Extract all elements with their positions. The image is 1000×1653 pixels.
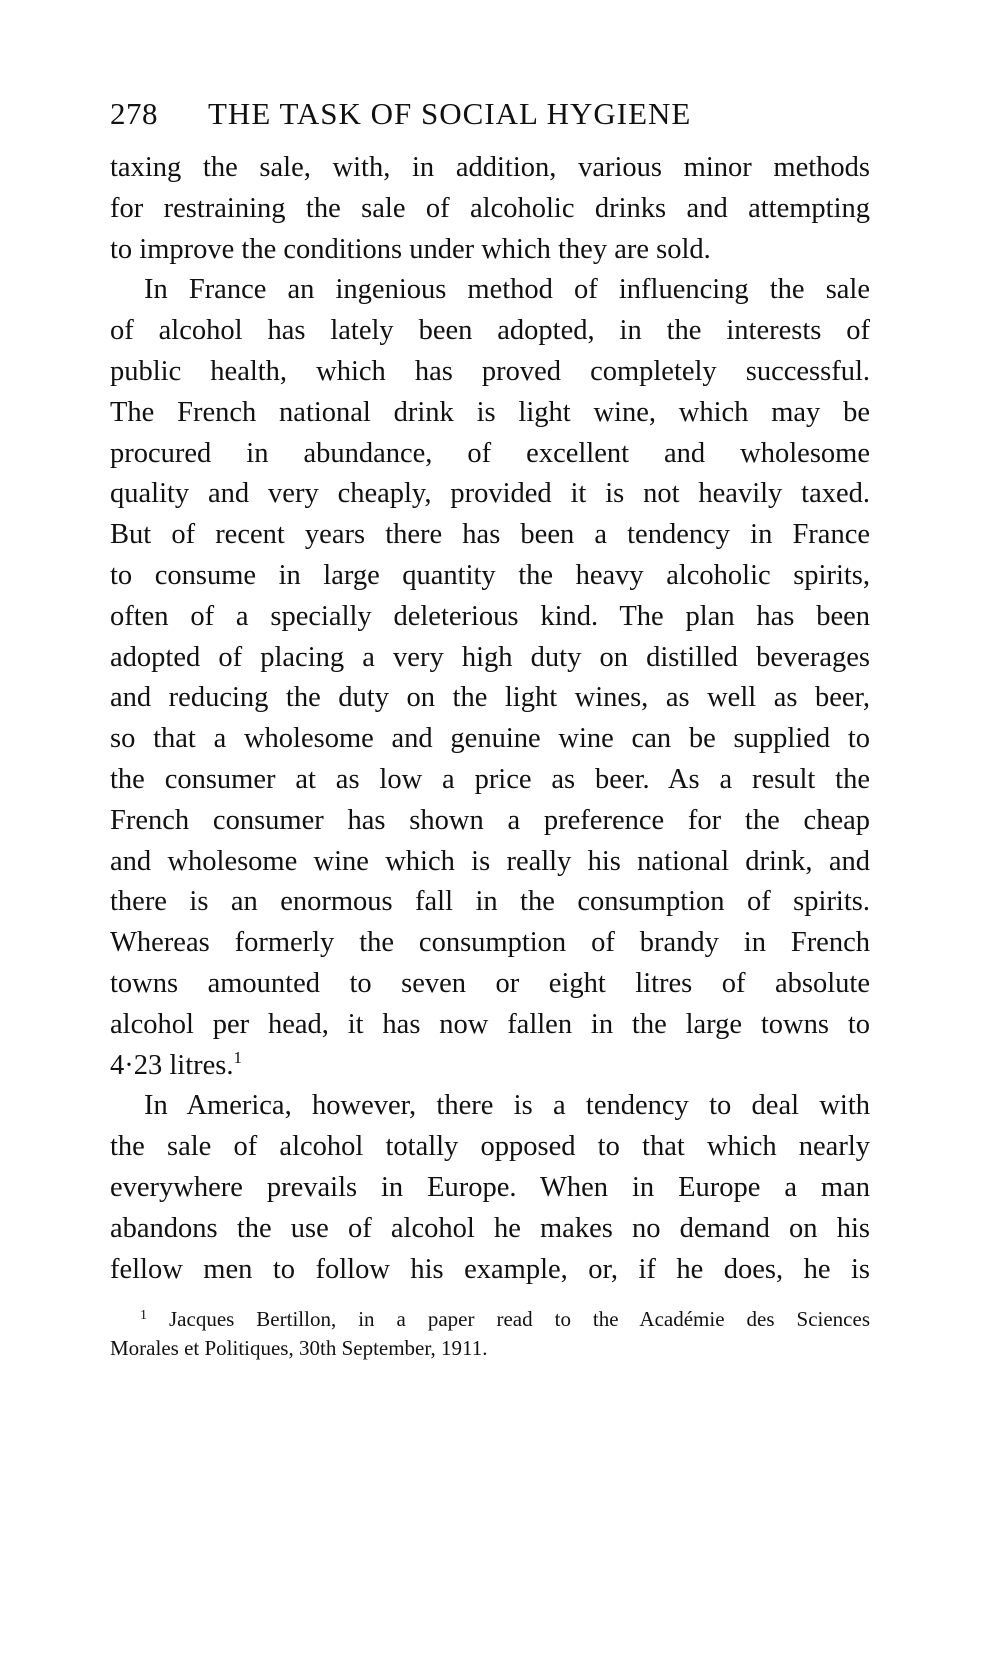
text-line: procured in abundance, of excellent and wholesome [110, 437, 870, 469]
paragraph-2 [110, 270, 870, 1086]
text-line: adopted of placing a very high duty on distilled beverages [110, 641, 870, 673]
body-text [110, 148, 870, 1290]
page-number: 278 [110, 96, 158, 131]
footnote-reference[interactable]: 1 [233, 1047, 242, 1067]
running-head-title: THE TASK OF SOCIAL HYGIENE [208, 96, 692, 131]
footnote-line: Morales et Politiques, 30th September, 1911. [110, 1336, 488, 1361]
text-line: fellow men to follow his example, or, if he does, he is [110, 1253, 870, 1285]
footnote-line [110, 1305, 870, 1334]
text-line: quality and very cheaply, provided it is not heavily taxed. [110, 478, 870, 510]
text-line: Whereas formerly the consumption of brandy in French [110, 927, 870, 959]
paragraph-3 [110, 1086, 870, 1290]
book-page [110, 92, 870, 1363]
text-line: for restraining the sale of alcoholic drinks and attempting [110, 192, 870, 224]
text-line: the consumer at as low a price as beer. As a result the [110, 763, 870, 795]
text-line: alcohol per head, it has now fallen in the large towns to [110, 1008, 870, 1040]
text-line: towns amounted to seven or eight litres of absolute [110, 967, 870, 999]
text-line: of alcohol has lately been adopted, in the interests of [110, 315, 870, 347]
paragraph-1 [110, 148, 870, 270]
text-line: abandons the use of alcohol he makes no demand on his [110, 1212, 870, 1244]
text-line: In America, however, there is a tendency to deal with [144, 1090, 870, 1122]
text-line: public health, which has proved completely successful. [110, 355, 870, 387]
footnote [110, 1305, 870, 1363]
text-line: and reducing the duty on the light wines, as well as beer, [110, 682, 870, 714]
text-line: and wholesome wine which is really his national drink, and [110, 845, 870, 877]
text-line: everywhere prevails in Europe. When in Europe a man [110, 1171, 870, 1203]
text-line-with-footnote [110, 1046, 870, 1087]
text-line: French consumer has shown a preference for the cheap [110, 804, 870, 836]
running-head [110, 92, 870, 136]
text-line: The French national drink is light wine, which may be [110, 396, 870, 428]
footnote-text: Jacques Bertillon, in a paper read to the Académie des Sciences [169, 1307, 870, 1332]
text-line: so that a wholesome and genuine wine can be supplied to [110, 723, 870, 755]
text-line: the sale of alcohol totally opposed to that which nearly [110, 1131, 870, 1163]
text-line-content: 4·23 litres. [110, 1049, 234, 1081]
text-line: to improve the conditions under which they are sold. [110, 233, 711, 265]
text-line: to consume in large quantity the heavy alcoholic spirits, [110, 559, 870, 591]
footnote-number: 1 [140, 1308, 147, 1324]
text-line: often of a specially deleterious kind. The plan has been [110, 600, 870, 632]
text-line: taxing the sale, with, in addition, various minor methods [110, 152, 870, 183]
text-line: there is an enormous fall in the consumption of spirits. [110, 886, 870, 918]
text-line: But of recent years there has been a tendency in France [110, 519, 870, 551]
text-line: In France an ingenious method of influencing the sale [144, 274, 870, 306]
